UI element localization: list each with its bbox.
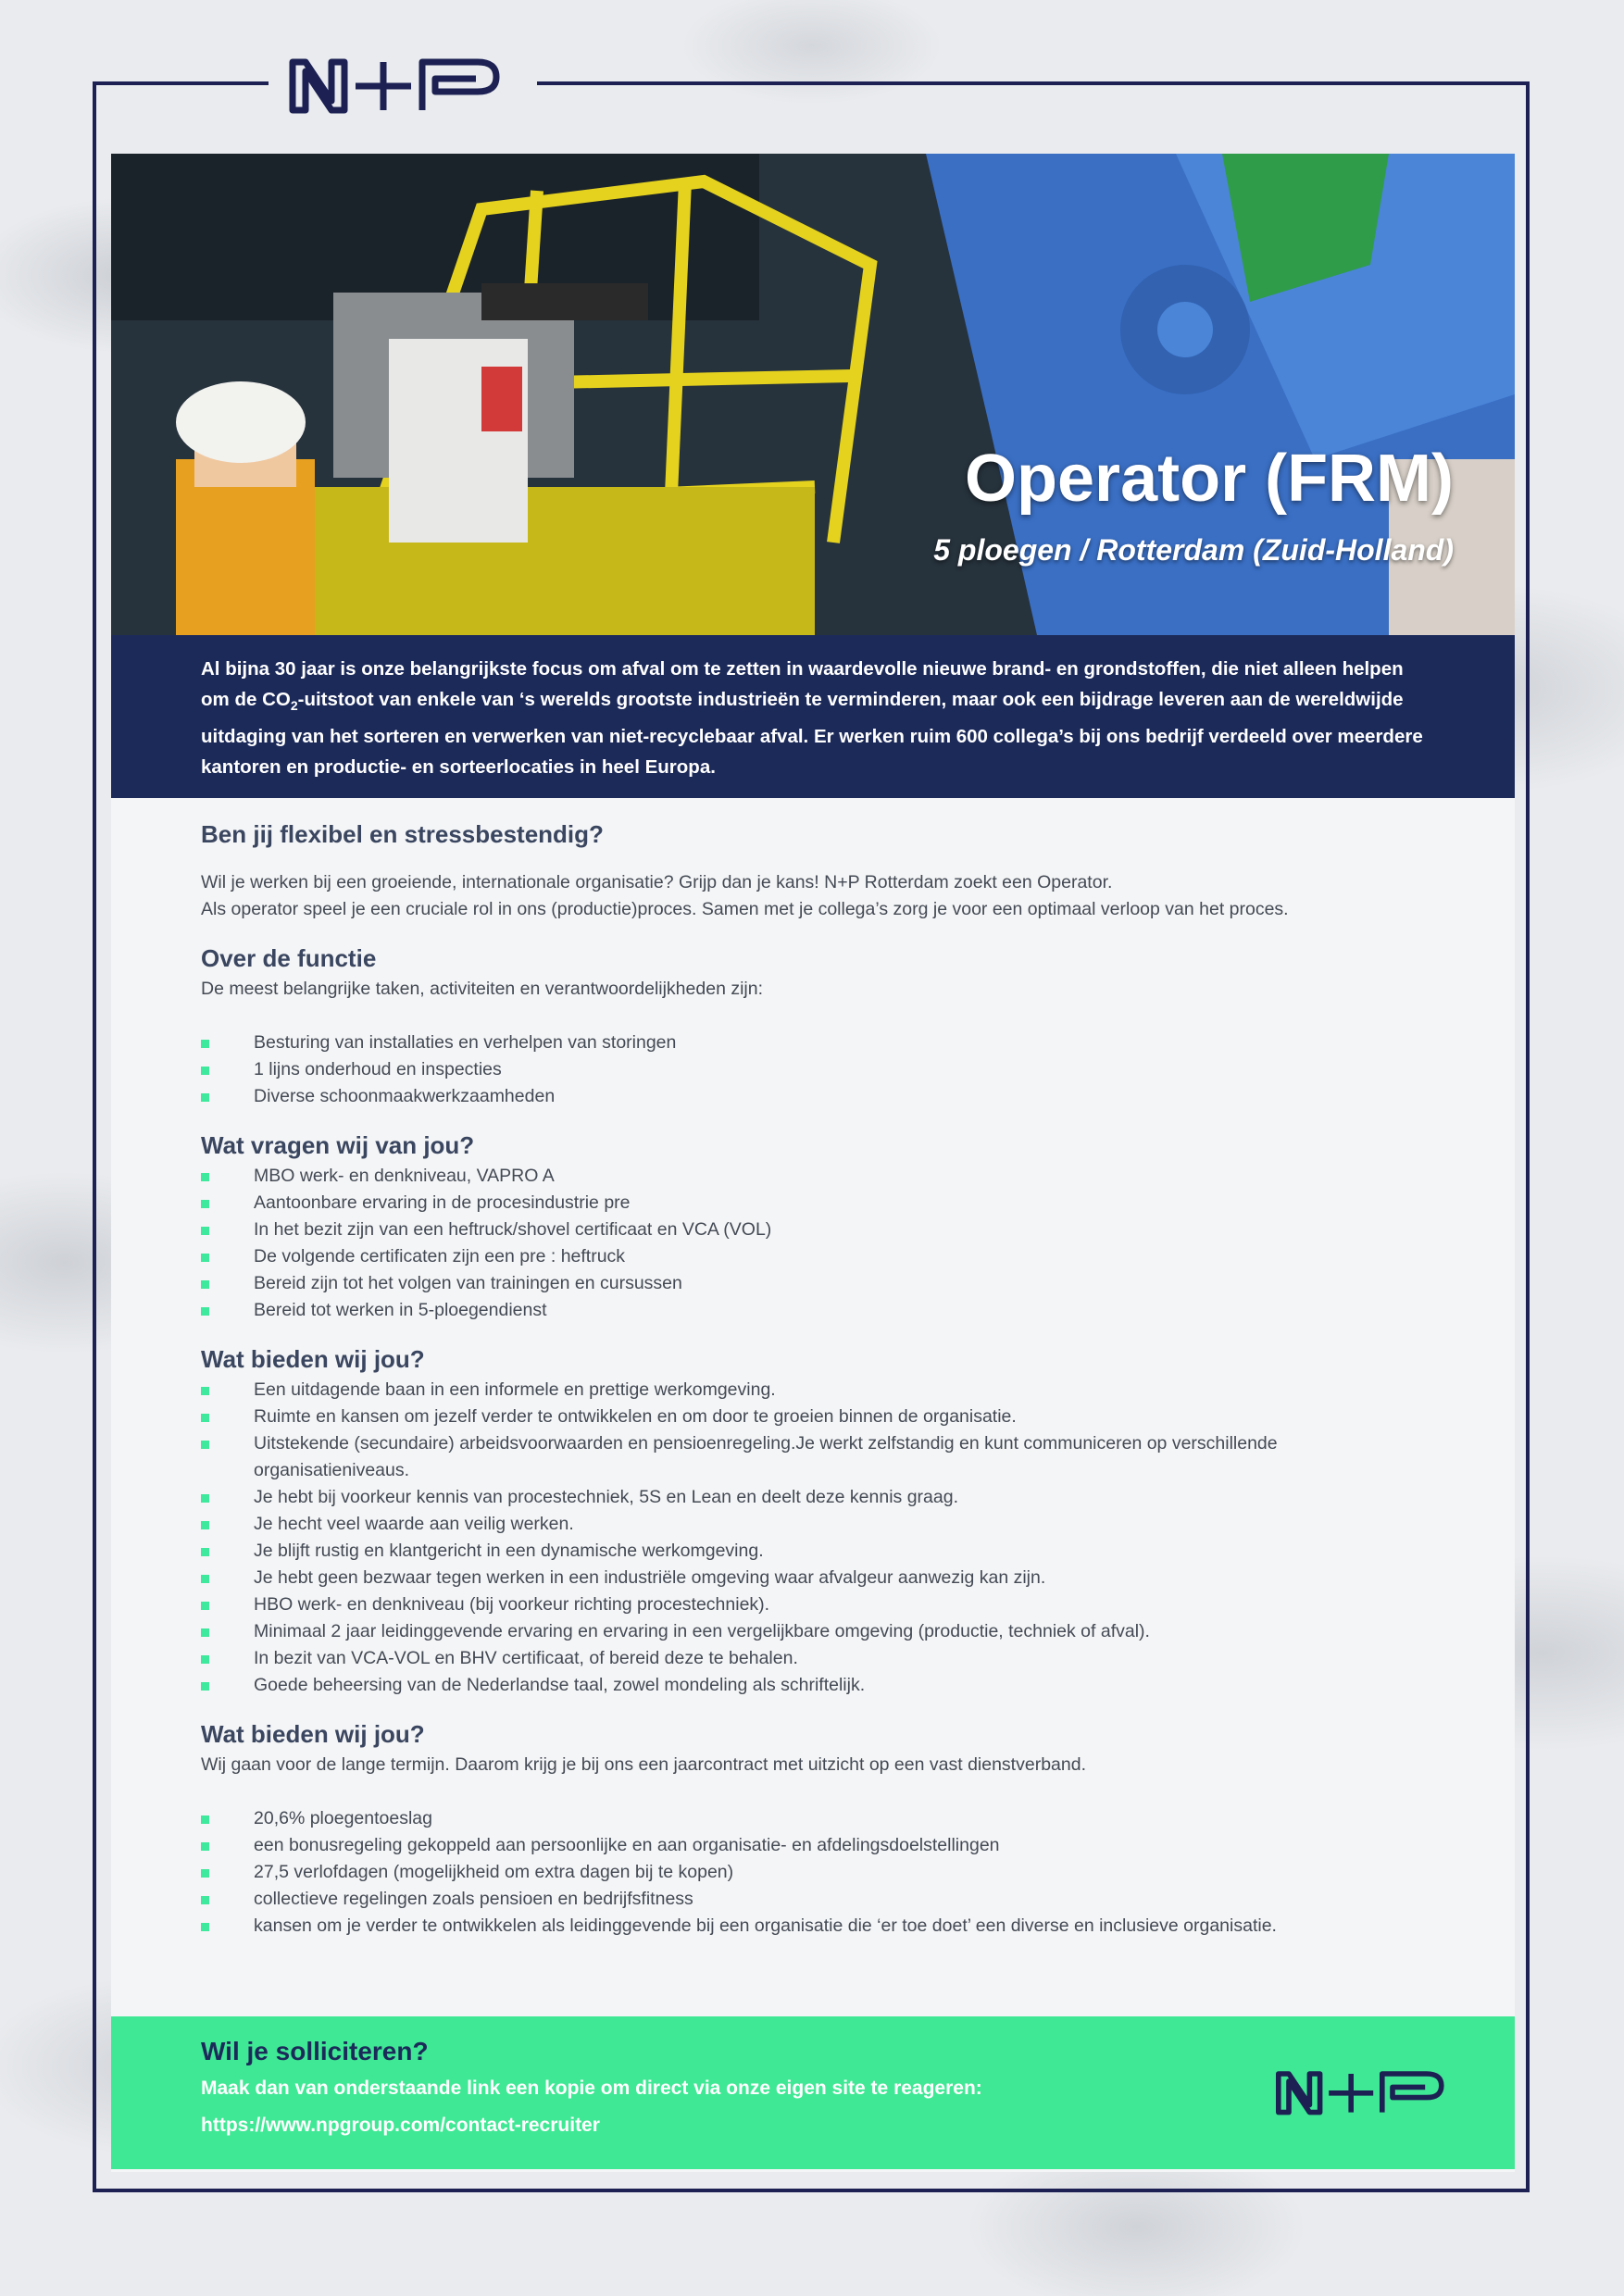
bullet-square-icon	[201, 1548, 209, 1556]
bullet-square-icon	[201, 1387, 209, 1395]
bullet-square-icon	[201, 1816, 209, 1824]
intro-subscript: 2	[290, 698, 298, 714]
list-item: Aantoonbare ervaring in de procesindustrie pre	[201, 1190, 1349, 1217]
list-item: Je hebt bij voorkeur kennis van procestechniek, 5S en Lean en deelt deze kennis graag.	[201, 1484, 1349, 1511]
bullet-square-icon	[201, 1040, 209, 1048]
list-item: Goede beheersing van de Nederlandse taal, zowel mondeling als schriftelijk.	[201, 1672, 1349, 1699]
list-item: Bereid zijn tot het volgen van trainingen en cursussen	[201, 1270, 1349, 1297]
list-item: Diverse schoonmaakwerkzaamheden	[201, 1083, 1349, 1110]
bieden-list-1	[201, 1377, 1349, 1699]
bullet-square-icon	[201, 1254, 209, 1262]
bullet-square-icon	[201, 1869, 209, 1878]
bullet-square-icon	[201, 1575, 209, 1583]
bullet-square-icon	[201, 1494, 209, 1503]
brand-logo-top	[269, 48, 537, 122]
heading-flex: Ben jij flexibel en stressbestendig?	[201, 820, 604, 848]
list-item: Je hebt geen bezwaar tegen werken in een industriële omgeving waar afvalgeur aanwezig kan zijn.	[201, 1565, 1349, 1591]
np-logo-icon	[1274, 2065, 1459, 2120]
hero-banner	[111, 154, 1515, 635]
list-item: Je hecht veel waarde aan veilig werken.	[201, 1511, 1349, 1538]
list-item: 27,5 verlofdagen (mogelijkheid om extra dagen bij te kopen)	[201, 1859, 1349, 1886]
bieden-2-intro: Wij gaan voor de lange termijn. Daarom krijg je bij ons een jaarcontract met uitzicht op een vast dienstverband.	[201, 1754, 1086, 1775]
list-item: Bereid tot werken in 5-ploegendienst	[201, 1297, 1349, 1324]
bullet-square-icon	[201, 1521, 209, 1529]
bullet-square-icon	[201, 1655, 209, 1664]
bullet-square-icon	[201, 1307, 209, 1316]
bullet-square-icon	[201, 1441, 209, 1449]
list-item: Je blijft rustig en klantgericht in een dynamische werkomgeving.	[201, 1538, 1349, 1565]
functie-intro: De meest belangrijke taken, activiteiten en verantwoordelijkheden zijn:	[201, 979, 764, 999]
np-logo-icon	[287, 55, 518, 116]
intro-text-a: Al bijna 30 jaar is onze belangrijkste focus om afval om te zetten in waardevolle nieuwe brand- en grondstoffen, die niet alleen helpen om de CO	[201, 658, 1404, 710]
bullet-square-icon	[201, 1682, 209, 1691]
heading-bieden-1: Wat bieden wij jou?	[201, 1345, 425, 1373]
apply-link[interactable]: https://www.npgroup.com/contact-recruiter	[201, 2115, 600, 2136]
bullet-square-icon	[201, 1628, 209, 1637]
apply-title: Wil je solliciteren?	[201, 2037, 429, 2065]
heading-functie: Over de functie	[201, 944, 377, 972]
bullet-square-icon	[201, 1414, 209, 1422]
list-item: Minimaal 2 jaar leidinggevende ervaring en ervaring in een vergelijkbare omgeving (productie, techniek of afval).	[201, 1618, 1349, 1645]
list-item: 20,6% ploegentoeslag	[201, 1805, 1349, 1832]
job-subtitle: 5 ploegen / Rotterdam (Zuid-Holland)	[933, 533, 1454, 567]
bullet-square-icon	[201, 1227, 209, 1235]
bullet-square-icon	[201, 1923, 209, 1931]
flex-line-2: Als operator speel je een cruciale rol in ons (productie)proces. Samen met je collega’s zorg je voor een optimaal verloop van het proces.	[201, 899, 1289, 919]
list-item: collectieve regelingen zoals pensioen en bedrijfsfitness	[201, 1886, 1349, 1913]
list-item: 1 lijns onderhoud en inspecties	[201, 1056, 1349, 1083]
intro-text-b: -uitstoot van enkele van ‘s werelds grootste industrieën te verminderen, maar ook een bijdrage leveren aan de wereldwijde uitdaging van het sorteren en verwerken van niet-recyclebaar afval. Er werken ruim 600 collega’s bij ons bedrijf verdeeld over meerdere kantoren en productie- en sorteerlocaties in heel Europa.	[201, 689, 1423, 779]
list-item: Uitstekende (secundaire) arbeidsvoorwaarden en pensioenregeling.Je werkt zelfstandig en kunt communiceren op verschillende organisatieniveaus.	[201, 1430, 1349, 1484]
job-title: Operator (FRM)	[965, 442, 1454, 516]
list-item: De volgende certificaten zijn een pre : heftruck	[201, 1243, 1349, 1270]
apply-banner	[111, 2016, 1515, 2169]
list-item: Een uitdagende baan in een informele en prettige werkomgeving.	[201, 1377, 1349, 1404]
list-item: een bonusregeling gekoppeld aan persoonlijke en aan organisatie- en afdelingsdoelstellingen	[201, 1832, 1349, 1859]
bullet-square-icon	[201, 1093, 209, 1102]
list-item: In het bezit zijn van een heftruck/shovel certificaat en VCA (VOL)	[201, 1217, 1349, 1243]
list-item: Besturing van installaties en verhelpen van storingen	[201, 1029, 1349, 1056]
bieden-list-2	[201, 1805, 1349, 1940]
company-intro	[111, 635, 1515, 798]
list-item: In bezit van VCA-VOL en BHV certificaat, of bereid deze te behalen.	[201, 1645, 1349, 1672]
list-item: kansen om je verder te ontwikkelen als leidinggevende bij een organisatie die ‘er toe doet’ een diverse en inclusieve organisatie.	[201, 1913, 1349, 1940]
bullet-square-icon	[201, 1200, 209, 1208]
list-item: MBO werk- en denkniveau, VAPRO A	[201, 1163, 1349, 1190]
bullet-square-icon	[201, 1896, 209, 1904]
apply-text: Maak dan van onderstaande link een kopie om direct via onze eigen site te reageren:	[201, 2078, 982, 2099]
bullet-square-icon	[201, 1280, 209, 1289]
flex-line-1: Wil je werken bij een groeiende, internationale organisatie? Grijp dan je kans! N+P Rotterdam zoekt een Operator.	[201, 872, 1113, 892]
bullet-square-icon	[201, 1602, 209, 1610]
bullet-square-icon	[201, 1067, 209, 1075]
heading-vragen: Wat vragen wij van jou?	[201, 1131, 475, 1159]
list-item: Ruimte en kansen om jezelf verder te ontwikkelen en om door te groeien binnen de organisatie.	[201, 1404, 1349, 1430]
list-item: HBO werk- en denkniveau (bij voorkeur richting procestechniek).	[201, 1591, 1349, 1618]
functie-list	[201, 1029, 1349, 1110]
vragen-list	[201, 1163, 1349, 1324]
bullet-square-icon	[201, 1173, 209, 1181]
bullet-square-icon	[201, 1842, 209, 1851]
main-content	[201, 817, 1349, 1940]
heading-bieden-2: Wat bieden wij jou?	[201, 1720, 425, 1748]
